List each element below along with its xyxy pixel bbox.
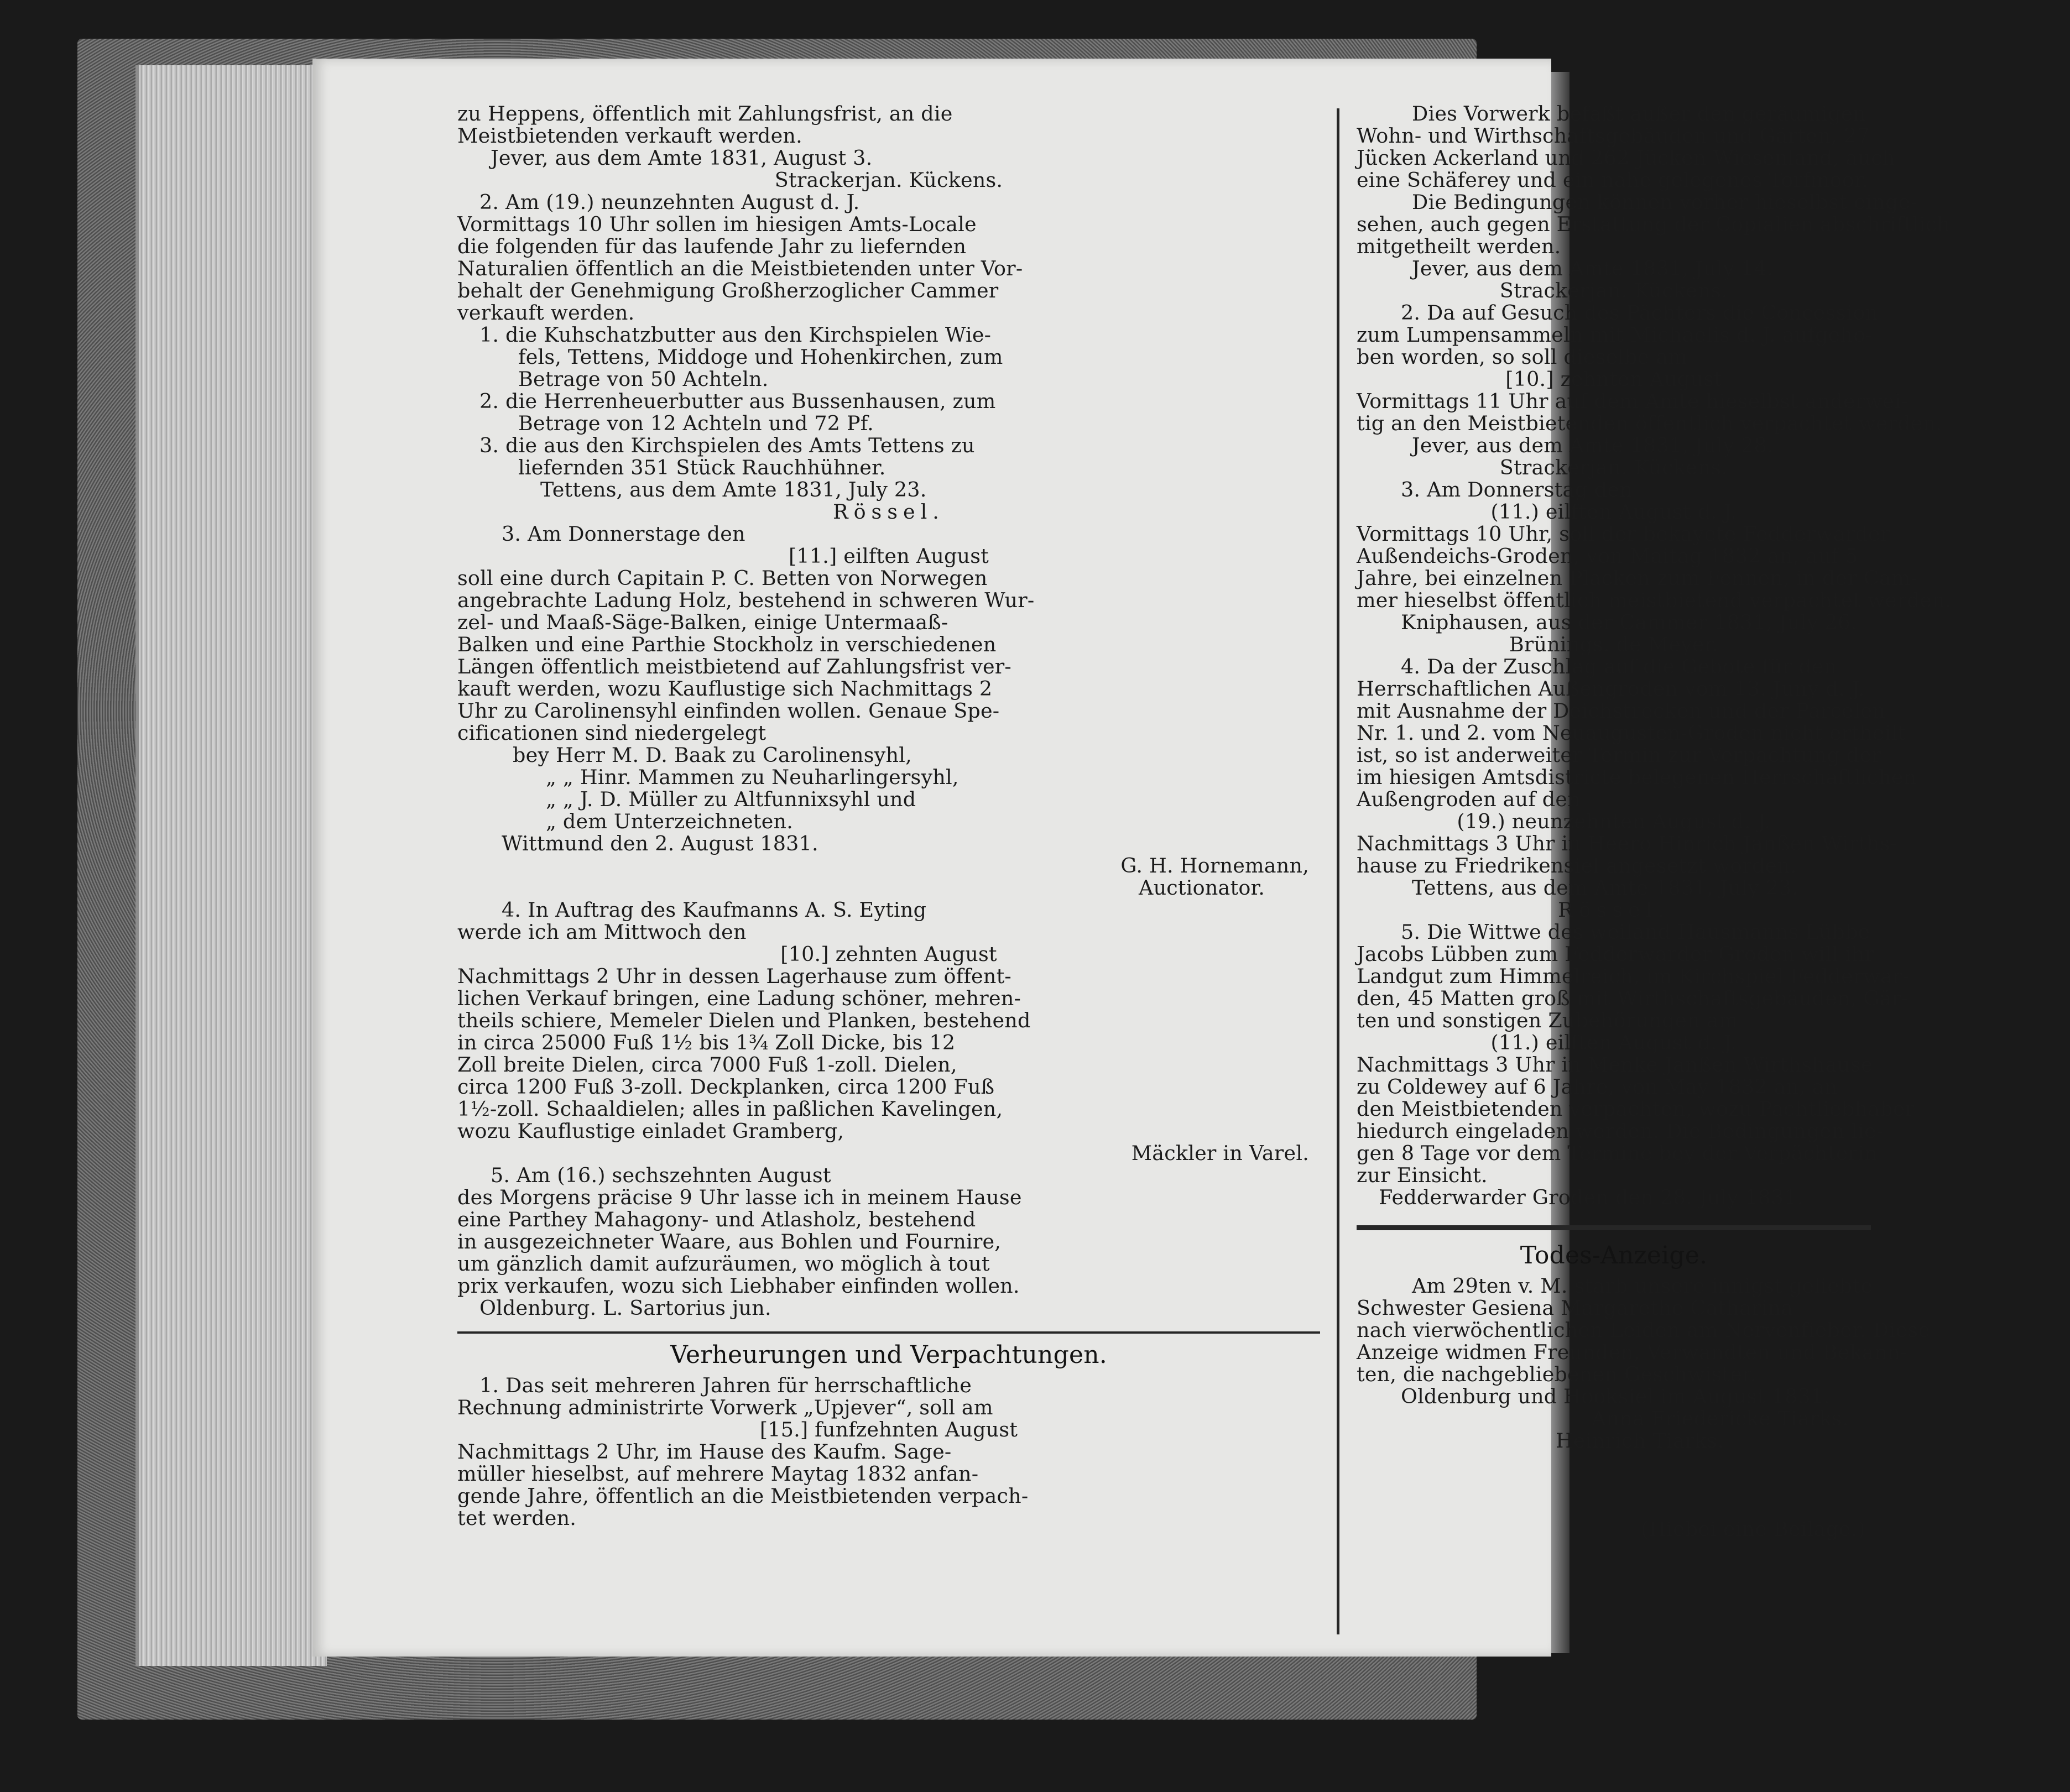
text-line: in ausgezeichneter Waare, aus Bohlen und Fournire,	[457, 1230, 1002, 1253]
text-line: Wittmund den 2. August 1831.	[502, 832, 818, 855]
text-line: des Morgens präcise 9 Uhr lasse ich in meinem Hause	[457, 1185, 1022, 1209]
date-line: (11.) eilften August d. J.	[1490, 1031, 1737, 1054]
date-line: (11.) eilften August d. J.	[1490, 500, 1737, 524]
text-line: 5. Die Wittwe des weiland Hausmanns Lübbe	[1401, 920, 1870, 944]
text-line: zum Lumpensammeln mit Michaelis d. J. aufgeho-	[1357, 323, 1873, 347]
text-line: Balken und eine Parthie Stockholz in verschiedenen	[457, 633, 997, 656]
text-line: Betrage von 50 Achteln.	[518, 367, 769, 391]
text-line: Meistbietenden verkauft werden.	[457, 124, 802, 148]
text-line: „ „ J. D. Müller zu Altfunnixsyhl und	[546, 787, 916, 811]
text-line: 2. Da auf Gesuch des Pächters die Concession	[1401, 301, 1879, 325]
text-line: ten und sonstigen Zubehörungen am	[1357, 1009, 1738, 1032]
date-line: [15.] funfzehnten August	[759, 1418, 1018, 1441]
text-line: lichen Verkauf bringen, eine Ladung schöner, mehren-	[457, 986, 1021, 1010]
text-line: ten, die nachgebliebenen Geschwister.	[1357, 1362, 1756, 1386]
text-line: 1½-zoll. Schaaldielen; alles in paßlichen Kavelingen,	[457, 1097, 1003, 1121]
text-line: Jacobs Lübben zum Fedderwarder Groden will ihr	[1357, 942, 1875, 966]
text-line: Landgut zum Himmelreich, im Kirchspiel Fedderwar-	[1357, 964, 1910, 988]
signature-line: Strackerjan. Kückens.	[774, 168, 1003, 192]
text-line: Vormittags 11 Uhr auf dem Amte hieselbst anderwei-	[1357, 389, 1908, 413]
text-line: Jever, aus dem Amte 1831, July 28.	[1412, 433, 1774, 457]
text-line: sehen, auch gegen Erstattung der Copialien abschriftlich	[1357, 212, 1950, 236]
text-line: hause zu Friedrikensiel angesetzt worden.	[1357, 854, 1797, 877]
signature-line: Mäckler in Varel.	[1131, 1141, 1309, 1165]
page-stack-edge	[135, 65, 327, 1666]
signature-line: Oldenburg. L. Sartorius jun.	[479, 1296, 771, 1320]
text-line: ist, so ist anderweiter Termin zur Verpachtung der	[1357, 743, 1881, 767]
section-heading: Verheurungen und Verpachtungen.	[670, 1341, 1107, 1369]
text-line: Vormittags 10 Uhr, soll der bekayete Fedderwarder	[1357, 522, 1890, 546]
date-line: [10.] zehnten August	[780, 942, 997, 966]
section-rule	[1357, 1225, 1871, 1230]
text-line: Dies Vorwerk befaßt außer den geräumigen	[1412, 102, 1866, 126]
text-line: Jever, aus dem Amte 1831, August 3.	[491, 146, 873, 170]
text-line: Nr. 1. und 2. vom Neuaugusten-Groden nicht ertheilt	[1357, 721, 1906, 745]
text-line: Tettens, aus dem Amte 1831, July 23.	[540, 478, 927, 501]
text-line: gende Jahre, öffentlich an die Meistbietenden verpach-	[457, 1484, 1029, 1508]
text-line: ben worden, so soll dieselbe am	[1357, 345, 1688, 369]
text-line: müller hieselbst, auf mehrere Maytag 1832 anfan-	[457, 1462, 979, 1486]
text-line: Tettens, aus dem Amte 1831, July 23.	[1412, 876, 1798, 900]
text-line: Nachmittags 3 Uhr in Heero Hinrich Janßen Wirths-	[1357, 832, 1897, 855]
text-line: „ dem Unterzeichneten.	[546, 809, 794, 833]
text-line: verkauft werden.	[457, 301, 635, 325]
text-line: Nachmittags 2 Uhr in dessen Lagerhause zum öffent-	[457, 964, 1011, 988]
text-line: Jahre, bei einzelnen Placken zum Fennen, in der Cam-	[1357, 566, 1918, 590]
text-line: fels, Tettens, Middoge und Hohenkirchen, zum	[518, 345, 1003, 369]
text-line: Schwester Gesiena Margarethe Catharina	[1357, 1296, 1793, 1320]
signature-line: Rössel.	[833, 500, 945, 524]
text-line: Die Bedingungen können vorher hieselbst einge-	[1412, 190, 1918, 214]
column-divider	[1337, 108, 1339, 1634]
date-line: [10.] zehnten August	[1505, 367, 1722, 391]
signature-line: Heinrich Tiarks.	[1556, 1429, 1724, 1453]
text-line: Herrschaftlichen Außengroden vom 13. Juny d. J.	[1357, 677, 1865, 701]
text-line: theils schiere, Memeler Dielen und Planken, bestehend	[457, 1009, 1031, 1032]
text-line: die folgenden für das laufende Jahr zu liefernden	[457, 234, 967, 258]
text-line: Längen öffentlich meistbietend auf Zahlungsfrist ver-	[457, 655, 1011, 678]
text-line: wozu Kauflustige einladet Gramberg,	[457, 1119, 844, 1143]
text-line: Außendeichs-Groden, von Maitag 1832 an, auf 5	[1357, 544, 1858, 568]
text-line: tet werden.	[457, 1506, 577, 1530]
text-line: gen 8 Tage vor dem Termine bey der Verpächterin	[1357, 1141, 1878, 1165]
text-line: 3. die aus den Kirchspielen des Amts Tettens zu	[479, 433, 975, 457]
signature-line: Anna Friedericke Tiarks.	[1591, 1407, 1849, 1430]
signature-line: Rössel.	[1558, 898, 1670, 922]
signature-line: Brünings. de Meyer.	[1509, 633, 1719, 656]
text-line: 4. In Auftrag des Kaufmanns A. S. Eyting	[502, 898, 927, 922]
text-line: Vormittags 10 Uhr sollen im hiesigen Amts-Locale	[457, 212, 977, 236]
text-line: Nachmittags 2 Uhr, im Hause des Kaufm. Sage-	[457, 1440, 952, 1464]
text-line: im hiesigen Amtsdistricte belegenen Herrschaftlichen	[1357, 765, 1917, 789]
text-line: werde ich am Mittwoch den	[457, 920, 747, 944]
text-line: zu Coldewey auf 6 Jahre, von May 1832 an, an	[1357, 1075, 1838, 1099]
text-line: mer hieselbst öffentlich meistbietend verpachtet werden.	[1357, 588, 1952, 612]
text-line: zu Heppens, öffentlich mit Zahlungsfrist, an die	[457, 102, 953, 126]
text-line: Oldenburg und Hooksiel im August 1831.	[1401, 1385, 1831, 1408]
footer-note: (Hiebei eine Beilage.)	[1640, 1517, 1865, 1541]
text-line: 3. Am Donnerstag den	[1401, 478, 1633, 501]
signature-line: G. H. Hornemann,	[1120, 854, 1309, 877]
text-line: soll eine durch Capitain P. C. Betten von Norwegen	[457, 566, 988, 590]
text-line: behalt der Genehmigung Großherzoglicher Cammer	[457, 279, 999, 302]
text-line: mitgetheilt werden.	[1357, 234, 1561, 258]
text-line: hiedurch eingeladen werden. Die Bedingungen lie-	[1357, 1119, 1884, 1143]
text-line: Wohn- und Wirthschaftsgebäuden und Gärten, 27	[1357, 124, 1870, 148]
text-line: circa 1200 Fuß 3-zoll. Deckplanken, circa 1200 Fuß	[457, 1075, 995, 1099]
text-line: 5. Am (16.) sechszehnten August	[491, 1163, 831, 1187]
text-line: tig an den Meistbietenden öffentlich verpachtet werden.	[1357, 411, 1943, 435]
text-line: Uhr zu Carolinensyhl einfinden wollen. Genaue Spe-	[457, 699, 1000, 723]
signature-line: Strackerjan. Kückens.	[1499, 456, 1728, 479]
text-line: Betrage von 12 Achteln und 72 Pf.	[518, 411, 874, 435]
signature-line: Strackerjan. Kückens.	[1499, 279, 1728, 302]
text-line: cificationen sind niedergelegt	[457, 721, 767, 745]
signature-line: Auctionator.	[1139, 876, 1265, 900]
text-line: den Meistbietenden verpachten, wozu Pachtliebhaber	[1357, 1097, 1915, 1121]
text-line: Anzeige widmen Freunden, Verwandten und Bekann-	[1357, 1340, 1907, 1364]
text-line: kauft werden, wozu Kauflustige sich Nachmittags 2	[457, 677, 993, 701]
text-line: prix verkaufen, wozu sich Liebhaber einfinden wollen.	[457, 1274, 1020, 1298]
text-line: 1. die Kuhschatzbutter aus den Kirchspielen Wie-	[479, 323, 992, 347]
text-line: 1. Das seit mehreren Jahren für herrschaftliche	[479, 1373, 972, 1397]
text-line: angebrachte Ladung Holz, bestehend in schweren Wur-	[457, 588, 1035, 612]
text-line: 2. Am (19.) neunzehnten August d. J.	[479, 190, 860, 214]
text-line: um gänzlich damit aufzuräumen, wo möglich à tout	[457, 1252, 990, 1276]
text-line: 2. die Herrenheuerbutter aus Bussenhausen, zum	[479, 389, 996, 413]
section-rule	[457, 1331, 1320, 1334]
text-line: 4. Da der Zuschlag auf die Gebote für den	[1401, 655, 1837, 678]
text-line: eine Parthey Mahagony- und Atlasholz, bestehend	[457, 1208, 976, 1231]
text-line: nach vierwöchentlichen Leiden am Nervenfieber. Diese	[1357, 1318, 1931, 1342]
text-line: Jücken Ackerland und 262 Jücken Wiesenland, auch	[1357, 146, 1896, 170]
text-line: „ „ Hinr. Mammen zu Neuharlingersyhl,	[546, 765, 959, 789]
text-line: den, 45 Matten groß mit Wirthschaftsgebäuden, Gär-	[1357, 986, 1909, 1010]
text-line: Nachmittags 3 Uhr in Menke Janßen Wirthshause	[1357, 1053, 1873, 1077]
text-line: Rechnung administrirte Vorwerk „Upjever“, soll am	[457, 1396, 993, 1419]
text-line: eine Schäferey und ein nahe gelegenes Torfmoor.	[1357, 168, 1869, 192]
text-line: liefernden 351 Stück Rauchhühner.	[518, 456, 886, 479]
text-line: 3. Am Donnerstage den	[502, 522, 745, 546]
death-notice-heading: Todes-Anzeige.	[1520, 1241, 1708, 1269]
text-line: Zoll breite Dielen, circa 7000 Fuß 1-zoll. Dielen,	[457, 1053, 957, 1077]
date-line: [11.] eilften August	[788, 544, 989, 568]
text-line: zur Einsicht.	[1357, 1163, 1488, 1187]
text-line: Naturalien öffentlich an die Meistbietenden unter Vor-	[457, 257, 1023, 280]
text-line: in circa 25000 Fuß 1½ bis 1¾ Zoll Dicke, bis 12	[457, 1031, 956, 1054]
date-line: (19.) neunzehnten August d. J.	[1457, 809, 1771, 833]
text-line: bey Herr M. D. Baak zu Carolinensyhl,	[513, 743, 912, 767]
text-line: Fedderwarder Groden den 28. July 1831.	[1379, 1185, 1803, 1209]
text-line: zel- und Maaß-Säge-Balken, einige Untermaaß-	[457, 610, 948, 634]
text-line: mit Ausnahme der Deichstrecken und der Parcelen	[1357, 699, 1886, 723]
text-line: Am 29ten v. M. starb unsere innigst geliebte	[1412, 1274, 1873, 1298]
newspaper-page	[312, 59, 1952, 1657]
text-line: Kniphausen, aus der Cammer 1831, July 26.	[1401, 610, 1858, 634]
text-line: Jever, aus dem Amte 1831, July 14.	[1412, 257, 1774, 280]
text-line: Außengroden auf den	[1357, 787, 1581, 811]
